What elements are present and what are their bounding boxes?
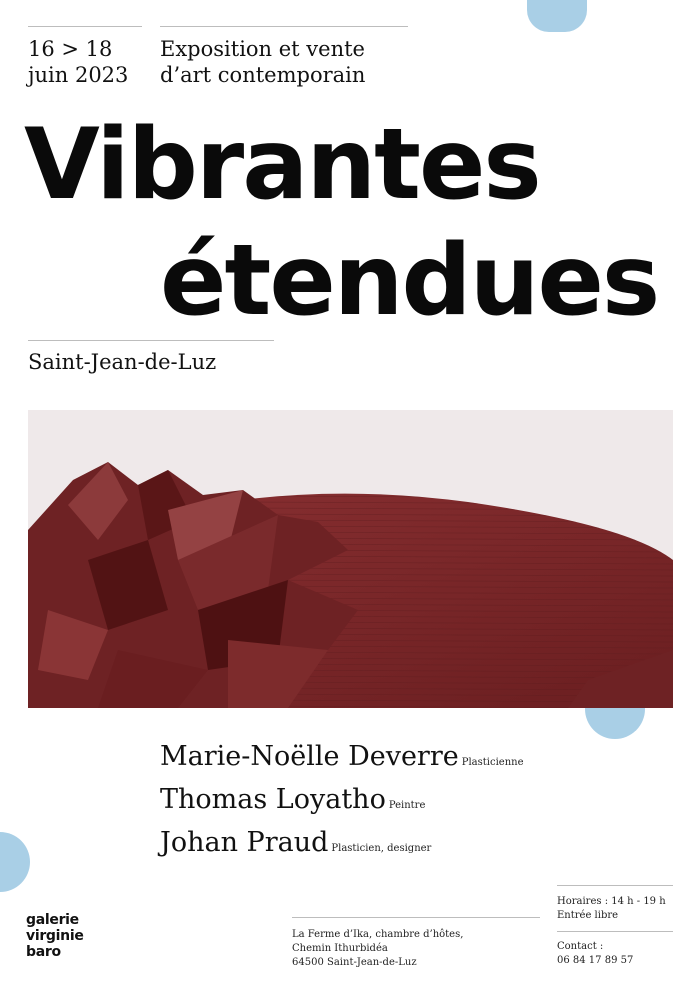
artist-list [160,738,524,867]
event-location: Saint-Jean-de-Luz [28,350,217,374]
venue-address [292,928,463,970]
event-subtitle: Exposition et vente d’art contemporain [160,37,366,87]
gallery-logo [26,912,84,960]
artist-role: Plasticien, designer [331,843,432,854]
blue-blob-left [0,832,30,892]
artist-role: Peintre [388,800,426,811]
artist-name: Johan Praud [160,827,329,858]
artist-role: Plasticienne [461,757,524,768]
address-line: Chemin Ithurbidéa [292,943,388,954]
address-rule [292,917,540,918]
address-line: La Ferme d’Ika, chambre d’hôtes, [292,929,464,940]
header-rule-left [28,26,142,27]
artist-item [160,738,524,781]
entry-line: Entrée libre [557,910,619,921]
contact-info [557,940,633,968]
contact-rule [557,931,673,932]
logo-line: galerie [26,912,79,928]
title-line-2: étendues [160,224,659,338]
location-rule [28,340,274,341]
opening-hours [557,895,666,923]
blue-blob-top [527,0,587,32]
hours-rule [557,885,673,886]
title-line-1: Vibrantes [24,108,540,222]
artist-name: Marie-Noëlle Deverre [160,741,459,772]
logo-line: baro [26,944,61,960]
header-rule-right [160,26,408,27]
artist-item [160,781,524,824]
logo-line: virginie [26,928,84,944]
hours-line: Horaires : 14 h - 19 h [557,896,666,907]
address-line: 64500 Saint-Jean-de-Luz [292,957,417,968]
artist-item [160,824,524,867]
contact-phone[interactable]: 06 84 17 89 57 [557,955,634,966]
contact-label: Contact : [557,941,604,952]
artist-name: Thomas Loyatho [160,784,386,815]
sculpture-photo [28,410,673,708]
event-dates: 16 > 18 juin 2023 [28,37,129,87]
